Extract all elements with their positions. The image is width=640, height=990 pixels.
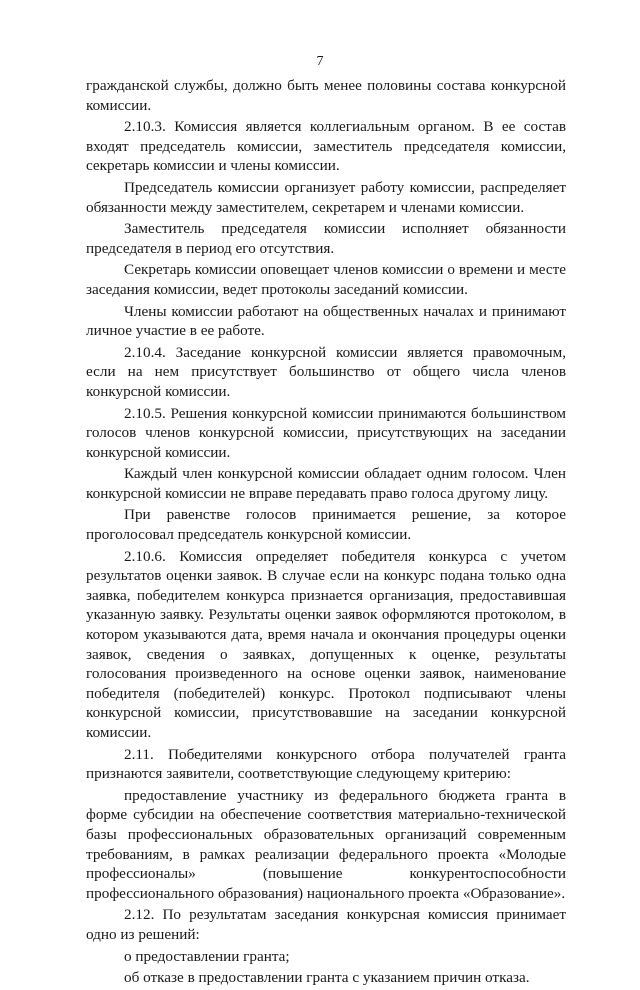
paragraph-tie-vote: При равенстве голосов принимается решение, за которое проголосовал председатель конкурсной комиссии. — [86, 506, 566, 544]
paragraph-criterion: предоставление участнику из федерального бюджета гранта в форме субсидии на обеспечение соответствия материально-технической базы профессиональных образовательных организаций современным требованиям, в рамках реализации федерального проекта «Молодые профессионалы» (повышение конкурентоспособности профессионального образования) национального проекта «Образование». — [86, 786, 566, 902]
decision-option-refusal: об отказе в предоставлении гранта с указанием причин отказа. — [124, 969, 530, 987]
page-number: 7 — [316, 54, 324, 69]
paragraph-chairman-duties: Председатель комиссии организует работу комиссии, распределяет обязанности между заместителем, секретарем и членами комиссии. — [86, 178, 566, 216]
paragraph-members: Члены комиссии работают на общественных началах и принимают личное участие в ее работе. — [86, 302, 566, 340]
paragraph-2-10-4: 2.10.4. Заседание конкурсной комиссии является правомочным, если на нем присутствует большинство от общего числа членов конкурсной комиссии. — [86, 343, 566, 400]
paragraph-deputy-chairman: Заместитель председателя комиссии исполняет обязанности председателя в период его отсутствия. — [86, 220, 566, 257]
paragraph-2-11: 2.11. Победителями конкурсного отбора получателей гранта признаются заявители, соответствующие следующему критерию: — [86, 745, 566, 783]
paragraph-2-10-5: 2.10.5. Решения конкурсной комиссии принимаются большинством голосов членов конкурсной комиссии, присутствующих на заседании конкурсной комиссии. — [86, 404, 566, 461]
paragraph-civil-service-continuation: гражданской службы, должно быть менее половины состава конкурсной комиссии. — [86, 77, 566, 114]
document-body — [86, 76, 566, 990]
paragraph-one-vote: Каждый член конкурсной комиссии обладает одним голосом. Член конкурсной комиссии не вправе передавать право голоса другому лицу. — [86, 465, 566, 502]
paragraph-2-10-3: 2.10.3. Комиссия является коллегиальным органом. В ее состав входят председатель комиссии, заместитель председателя комиссии, секретарь комиссии и члены комиссии. — [86, 118, 566, 175]
paragraph-secretary: Секретарь комиссии оповещает членов комиссии о времени и месте заседания комиссии, ведет протоколы заседаний комиссии. — [86, 261, 566, 298]
paragraph-2-12: 2.12. По результатам заседания конкурсная комиссия принимает одно из решений: — [86, 906, 566, 943]
paragraph-2-10-6: 2.10.6. Комиссия определяет победителя конкурса с учетом результатов оценки заявок. В случае если на конкурс подана только одна заявка, победителем конкурса признается организация, предоставившая указанную заявку. Результаты оценки заявок оформляются протоколом, в котором указываются дата, время начала и окончания процедуры оценки заявок, сведения о заявках, допущенных к оценке, результаты голосования произведенного на основе оценки заявок, наименование победителя (победителей) конкурс. Протокол подписывают члены конкурсной комиссии, присутствовавшие на заседании конкурсной комиссии. — [86, 547, 566, 741]
decision-option-grant: о предоставлении гранта; — [124, 947, 290, 965]
